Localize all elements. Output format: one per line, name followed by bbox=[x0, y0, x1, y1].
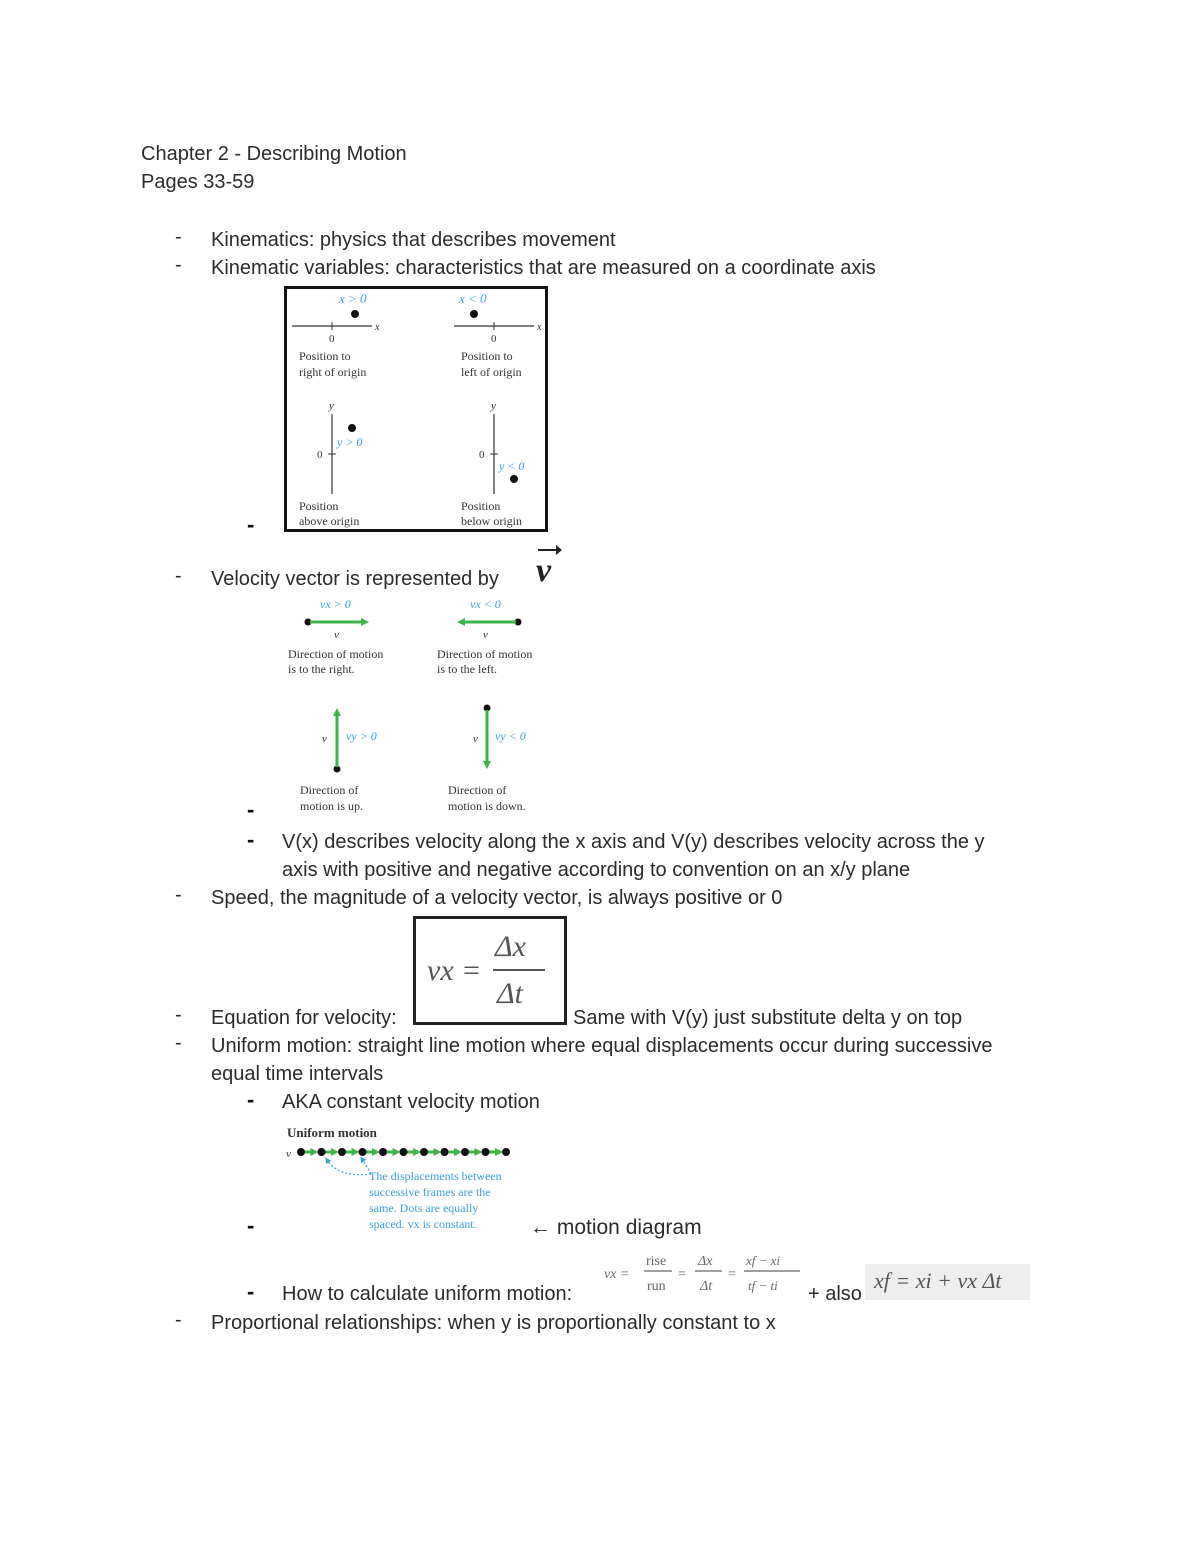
q4-caption-line2: below origin bbox=[461, 514, 522, 528]
q1-zero: 0 bbox=[329, 333, 335, 345]
q1-caption-line2: right of origin bbox=[299, 365, 367, 379]
q2-cond: x < 0 bbox=[459, 291, 487, 306]
bullet-dash: - bbox=[175, 1309, 182, 1331]
q4-caption-line1: Position bbox=[461, 499, 501, 513]
vel-left-cond: vx < 0 bbox=[470, 597, 501, 611]
bullet-dash: - bbox=[175, 1004, 182, 1026]
uniform-motion-dot bbox=[420, 1148, 428, 1156]
bullet-dash: - bbox=[175, 1032, 182, 1054]
velocity-symbol bbox=[530, 543, 564, 587]
uniform-motion-dot bbox=[502, 1148, 510, 1156]
page-title: Chapter 2 - Describing Motion bbox=[141, 143, 407, 165]
bullet-equation-suffix: Same with V(y) just substitute delta y on top bbox=[573, 1007, 963, 1029]
vel-down-cond: vy < 0 bbox=[495, 729, 526, 743]
uniform-eq-run: run bbox=[647, 1279, 666, 1294]
uniform-note-line1: The displacements between bbox=[369, 1169, 502, 1183]
bullet-vx-vy-cont: axis with positive and negative according to convention on an x/y plane bbox=[282, 859, 911, 881]
uniform-note-line2: successive frames are the bbox=[369, 1185, 491, 1199]
uniform-motion-title: Uniform motion bbox=[287, 1125, 377, 1140]
uniform-motion-vec: v bbox=[286, 1148, 291, 1160]
q2-axis-label: x bbox=[537, 322, 542, 333]
vel-up-vec: v bbox=[322, 733, 327, 745]
uniform-motion-dot bbox=[379, 1148, 387, 1156]
vel-right-vec: v bbox=[334, 629, 339, 641]
q3-zero: 0 bbox=[317, 449, 323, 461]
q4-point bbox=[510, 475, 518, 483]
motion-diagram-note: ← motion diagram bbox=[530, 1216, 702, 1239]
velocity-equation-num: Δx bbox=[495, 930, 526, 963]
bullet-uniform-motion: Uniform motion: straight line motion where equal displacements occur during successive bbox=[211, 1035, 993, 1057]
bullet-dash: - bbox=[175, 226, 182, 248]
uniform-eq-den: tf − ti bbox=[748, 1278, 778, 1293]
uniform-eq-equals2: = bbox=[728, 1267, 736, 1282]
q3-caption-line1: Position bbox=[299, 499, 339, 513]
vel-left-caption1: Direction of motion bbox=[437, 647, 533, 661]
velocity-equation bbox=[413, 916, 567, 1025]
bullet-also: + also bbox=[808, 1283, 862, 1305]
sub-bullet-dash: - bbox=[247, 797, 255, 822]
q1-caption-line1: Position to bbox=[299, 349, 351, 363]
vel-left-caption2: is to the left. bbox=[437, 662, 497, 676]
uniform-eq-rise: rise bbox=[646, 1254, 667, 1269]
uniform-eq-lhs: vx = bbox=[604, 1267, 630, 1282]
vel-up-cond: vy > 0 bbox=[346, 729, 377, 743]
uniform-motion-dot bbox=[297, 1148, 305, 1156]
vel-down-vec: v bbox=[473, 733, 478, 745]
position-figure bbox=[284, 286, 548, 532]
uniform-motion-figure bbox=[283, 1122, 533, 1234]
velocity-equation-den: Δt bbox=[497, 977, 523, 1010]
uniform-eq-num: xf − xi bbox=[746, 1253, 781, 1268]
uniform-motion-dot bbox=[338, 1148, 346, 1156]
vel-up-caption2: motion is up. bbox=[300, 799, 364, 813]
bullet-uniform-motion-cont: equal time intervals bbox=[211, 1063, 384, 1085]
uniform-motion-dot bbox=[461, 1148, 469, 1156]
vel-down-caption2: motion is down. bbox=[448, 799, 526, 813]
vel-left-vec: v bbox=[483, 629, 488, 641]
q1-cond: x > 0 bbox=[339, 291, 367, 306]
sub-bullet-dash: - bbox=[247, 1279, 255, 1304]
bullet-velocity-vector: Velocity vector is represented by bbox=[211, 568, 499, 590]
position-equation: xf = xi + vx Δt bbox=[874, 1268, 1002, 1293]
bullet-proportional: Proportional relationships: when y is proportionally constant to x bbox=[211, 1312, 776, 1334]
sub-bullet-dash: - bbox=[247, 827, 255, 852]
vel-right-caption2: is to the right. bbox=[288, 662, 355, 676]
vel-right-cond: vx > 0 bbox=[320, 597, 351, 611]
uniform-eq-equals1: = bbox=[678, 1267, 686, 1282]
q2-zero: 0 bbox=[491, 333, 497, 345]
uniform-motion-equation bbox=[600, 1246, 805, 1298]
q4-axis-label: y bbox=[491, 400, 496, 412]
uniform-motion-dot bbox=[482, 1148, 490, 1156]
velocity-equation-lhs: vx = bbox=[427, 954, 482, 987]
uniform-note-line4: spaced. vx is constant. bbox=[369, 1217, 477, 1231]
velocity-figure bbox=[280, 592, 560, 820]
vel-up-caption1: Direction of bbox=[300, 783, 359, 797]
uniform-motion-dot bbox=[441, 1148, 449, 1156]
q1-axis-label: x bbox=[375, 322, 380, 333]
uniform-eq-dt: Δt bbox=[700, 1279, 713, 1294]
sub-bullet-dash: - bbox=[247, 512, 255, 537]
uniform-motion-dot bbox=[359, 1148, 367, 1156]
sub-bullet-dash: - bbox=[247, 1087, 255, 1112]
q1-point bbox=[351, 310, 359, 318]
q3-point bbox=[348, 424, 356, 432]
bullet-dash: - bbox=[175, 254, 182, 276]
position-figure-frame bbox=[286, 288, 547, 531]
bullet-how-to-calc: How to calculate uniform motion: bbox=[282, 1283, 573, 1305]
q4-cond: y < 0 bbox=[499, 459, 525, 473]
uniform-note-line3: same. Dots are equally bbox=[369, 1201, 479, 1215]
page-range: Pages 33-59 bbox=[141, 171, 255, 193]
position-equation-box bbox=[865, 1264, 1030, 1300]
q2-caption-line1: Position to bbox=[461, 349, 513, 363]
bullet-aka: AKA constant velocity motion bbox=[282, 1091, 540, 1113]
uniform-motion-dot bbox=[318, 1148, 326, 1156]
q3-axis-label: y bbox=[329, 400, 334, 412]
bullet-kinematics: Kinematics: physics that describes movement bbox=[211, 229, 616, 251]
vel-right-caption1: Direction of motion bbox=[288, 647, 384, 661]
velocity-symbol-letter: v bbox=[536, 552, 552, 587]
bullet-equation-prefix: Equation for velocity: bbox=[211, 1007, 397, 1029]
bullet-kinematic-variables: Kinematic variables: characteristics that are measured on a coordinate axis bbox=[211, 257, 876, 279]
uniform-eq-dx: Δx bbox=[698, 1254, 713, 1269]
bullet-speed: Speed, the magnitude of a velocity vector, is always positive or 0 bbox=[211, 887, 783, 909]
uniform-motion-dot bbox=[400, 1148, 408, 1156]
sub-bullet-dash: - bbox=[247, 1213, 255, 1238]
bullet-dash: - bbox=[175, 884, 182, 906]
q2-point bbox=[470, 310, 478, 318]
bullet-dash: - bbox=[175, 565, 182, 587]
vel-down-caption1: Direction of bbox=[448, 783, 507, 797]
q3-cond: y > 0 bbox=[337, 435, 363, 449]
q4-zero: 0 bbox=[479, 449, 485, 461]
bullet-vx-vy: V(x) describes velocity along the x axis and V(y) describes velocity across the y bbox=[282, 831, 985, 853]
q2-caption-line2: left of origin bbox=[461, 365, 522, 379]
q3-caption-line2: above origin bbox=[299, 514, 360, 528]
